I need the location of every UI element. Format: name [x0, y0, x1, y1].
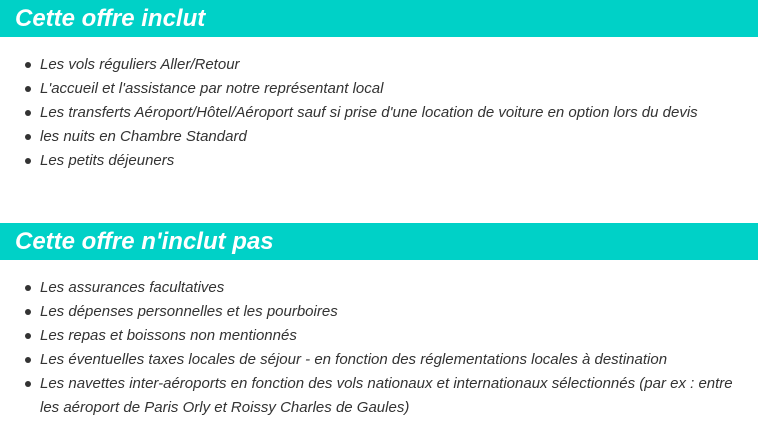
- list-item-text: Les petits déjeuners: [40, 152, 175, 169]
- bullet-icon: [25, 110, 31, 116]
- included-list: [0, 53, 758, 173]
- list-item: [0, 101, 758, 125]
- list-item: [0, 324, 758, 348]
- bullet-icon: [25, 333, 31, 339]
- bullet-icon: [25, 86, 31, 92]
- included-heading: Cette offre inclut: [0, 0, 758, 37]
- list-item-text: Les repas et boissons non mentionnés: [40, 327, 297, 344]
- list-item: [0, 149, 758, 173]
- list-item: [0, 372, 758, 420]
- list-item-text: L'accueil et l'assistance par notre représentant local: [40, 80, 384, 97]
- included-section: [0, 0, 758, 173]
- bullet-icon: [25, 381, 31, 387]
- list-item-text: Les navettes inter-aéroports en fonction des vols nationaux et internationaux sélectionnés (par ex : entre les aéroport de Paris Orly et Roissy Charles de Gaules): [40, 375, 733, 416]
- excluded-list: [0, 276, 758, 420]
- bullet-icon: [25, 134, 31, 140]
- list-item-text: Les transferts Aéroport/Hôtel/Aéroport sauf si prise d'une location de voiture en option lors du devis: [40, 104, 698, 121]
- list-item-text: les nuits en Chambre Standard: [40, 128, 247, 145]
- list-item-text: Les éventuelles taxes locales de séjour - en fonction des réglementations locales à destination: [40, 351, 668, 368]
- excluded-section: [0, 223, 758, 420]
- list-item: [0, 300, 758, 324]
- list-item: [0, 53, 758, 77]
- list-item-text: Les dépenses personnelles et les pourboires: [40, 303, 338, 320]
- list-item: [0, 348, 758, 372]
- list-item: [0, 77, 758, 101]
- list-item: [0, 125, 758, 149]
- list-item-text: Les assurances facultatives: [40, 279, 225, 296]
- bullet-icon: [25, 158, 31, 164]
- excluded-heading: Cette offre n'inclut pas: [0, 223, 758, 260]
- bullet-icon: [25, 357, 31, 363]
- list-item-text: Les vols réguliers Aller/Retour: [40, 56, 240, 73]
- bullet-icon: [25, 62, 31, 68]
- list-item: [0, 276, 758, 300]
- bullet-icon: [25, 285, 31, 291]
- bullet-icon: [25, 309, 31, 315]
